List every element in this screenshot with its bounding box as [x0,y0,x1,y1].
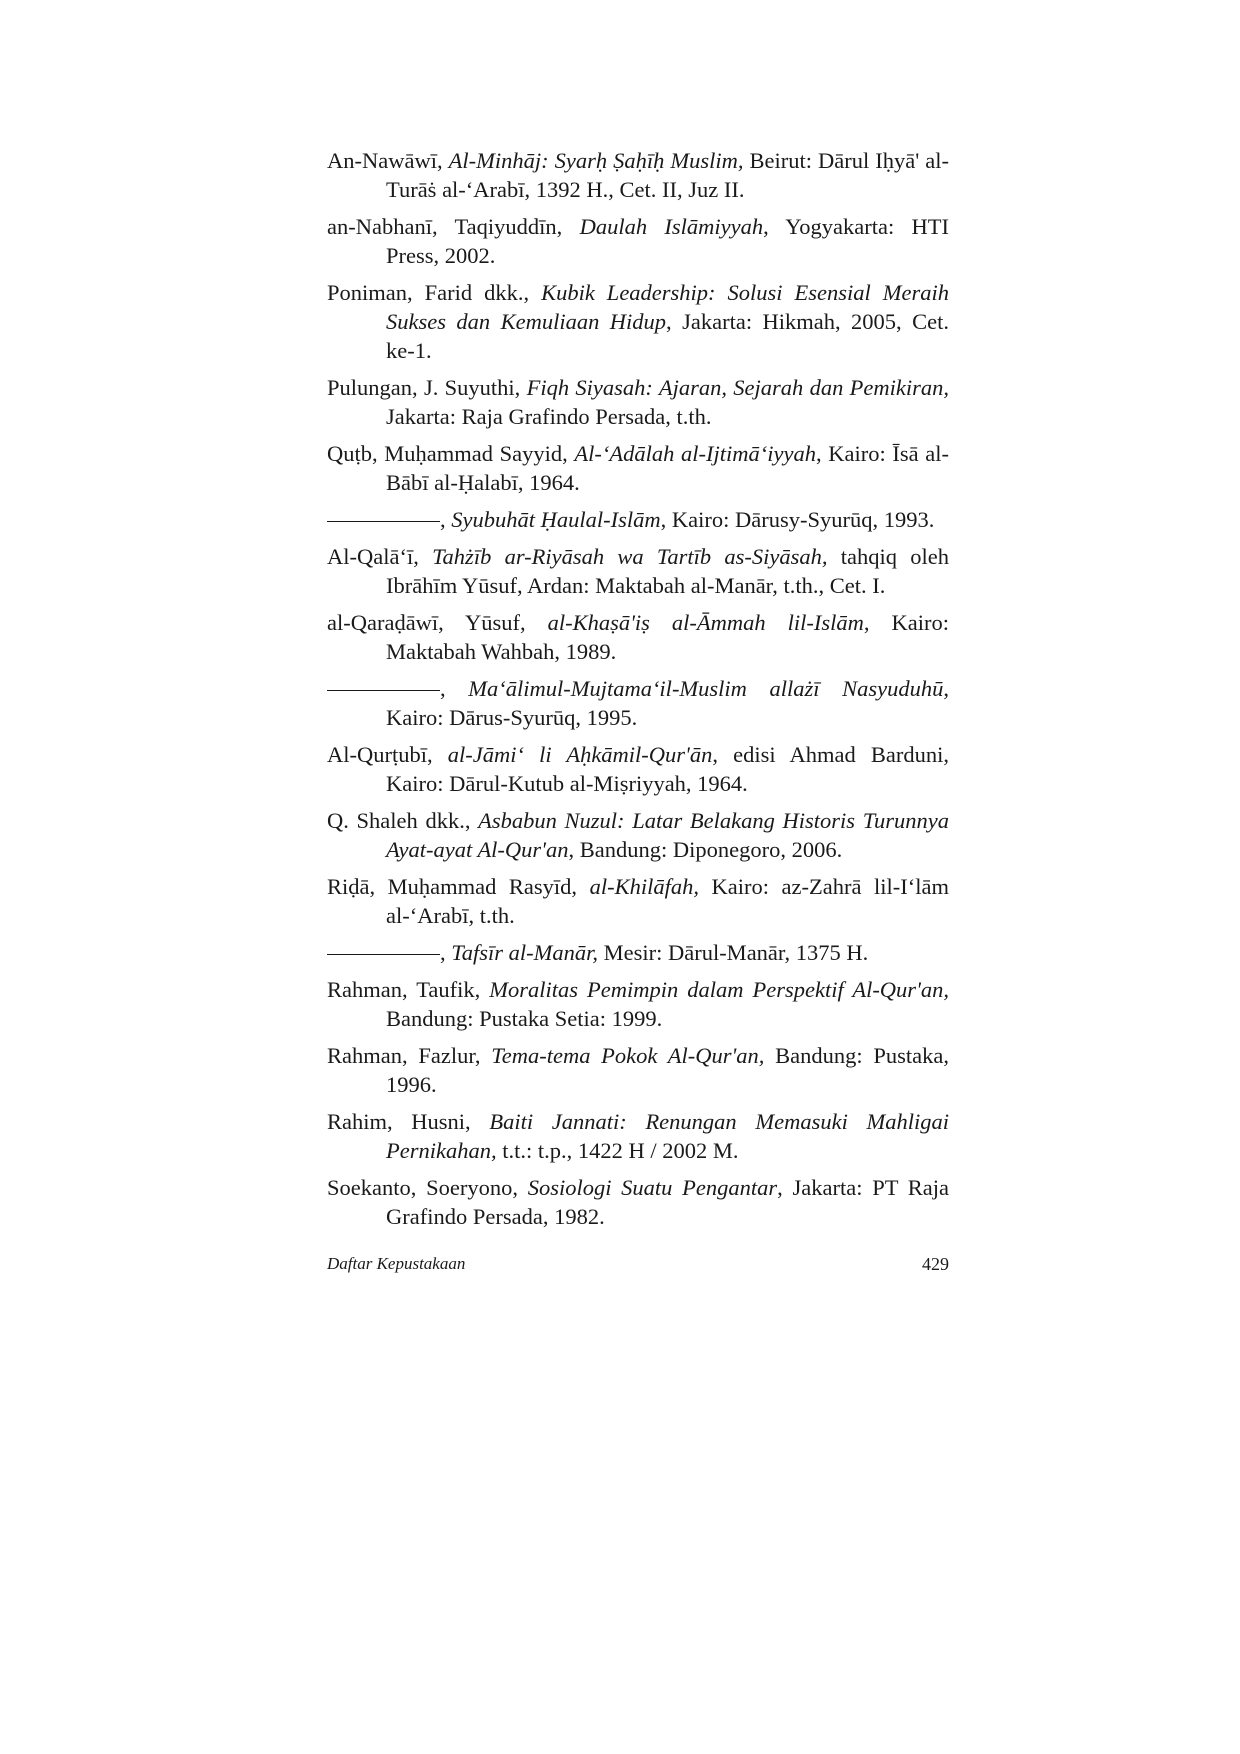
ditto-rule [327,953,440,955]
running-title: Daftar Kepustakaan [327,1254,466,1273]
entry-publication: , Yogyakarta: HTI Press, 2002. [386,214,949,268]
entry-title: Al-Minhāj: Syarḥ Ṣaḥīḥ Muslim, [448,148,744,173]
bibliography-entry [327,373,949,431]
bibliography-entry [327,146,949,204]
entry-publication: t.t.: t.p., 1422 H / 2002 M. [496,1138,739,1163]
bibliography-entry [327,1041,949,1099]
entry-publication: , Kairo: Īsā al-Bābī al-Ḥalabī, 1964. [386,441,949,495]
entry-author: Al-Qalā‘ī, [327,544,433,569]
entry-title: Tahżīb ar-Riyāsah wa Tartīb as-Siyāsah, [432,544,828,569]
entry-title: Kubik Leadership: Solusi Esensial Meraih Sukses dan Kemuliaan Hidup [386,280,949,334]
entry-publication: Bandung: Pustaka, 1996. [386,1043,949,1097]
entry-publication: Beirut: Dārul Iḥyā' al-Turāṡ al-‘Arabī, 1392 H., Cet. II, Juz II. [386,148,949,202]
entry-title: Moralitas Pemimpin dalam Perspektif Al-Qur'an, [489,977,950,1002]
entry-author: , [440,676,469,701]
entry-publication: , Kairo: Maktabah Wahbah, 1989. [386,610,949,664]
bibliography-entry [327,608,949,666]
entry-publication: Kairo: az-Zahrā lil-I‘lām al-‘Arabī, t.th. [386,874,949,928]
entry-title: Asbabun Nuzul: Latar Belakang Historis Turunnya Ayat-ayat Al-Qur'an [386,808,949,862]
entry-author: An-Nawāwī, [327,148,449,173]
entry-publication: , Kairo: Dārusy-Syurūq, 1993. [660,507,935,532]
entry-publication: , Kairo: Dārus-Syurūq, 1995. [386,676,949,730]
entry-title: Sosiologi Suatu Pengantar [527,1175,778,1200]
entry-publication: tahqiq oleh Ibrāhīm Yūsuf, Ardan: Maktabah al-Manār, t.th., Cet. I. [386,544,950,598]
entry-title: Fiqh Siyasah: Ajaran, Sejarah dan Pemikiran, [526,375,949,400]
entry-author: an-Nabhanī, Taqiyuddīn, [327,214,580,239]
entry-title: Ma‘ālimul-Mujtama‘il-Muslim allażī Nasyuduhū [468,676,944,701]
entry-author: Quṭb, Muḥammad Sayyid, [327,441,575,466]
entry-publication: , edisi Ahmad Barduni, Kairo: Dārul-Kutub al-Miṣriyyah, 1964. [386,742,949,796]
bibliography-entry [327,542,949,600]
bibliography-entry [327,938,949,967]
entry-publication: , Jakarta: PT Raja Grafindo Persada, 1982. [386,1175,950,1229]
bibliography-entry [327,278,949,365]
entry-publication: Mesir: Dārul-Manār, 1375 H. [597,940,869,965]
entry-author: Poniman, Farid dkk., [327,280,542,305]
entry-title: Al-‘Adālah al-Ijtimā‘iyyah [574,441,816,466]
entry-publication: , Jakarta: Hikmah, 2005, Cet. ke-1. [386,309,949,363]
entry-author: Q. Shaleh dkk., [327,808,479,833]
entry-publication: Jakarta: Raja Grafindo Persada, t.th. [386,404,712,429]
entry-author: Rahman, Fazlur, [327,1043,492,1068]
bibliography-entry [327,806,949,864]
bibliography-entry [327,872,949,930]
ditto-rule [327,520,440,522]
entry-publication: Bandung: Pustaka Setia: 1999. [386,1006,663,1031]
entry-title: Syubuhāt Ḥaulal-Islām [451,507,661,532]
bibliography-entry [327,1173,949,1231]
bibliography-entry [327,674,949,732]
bibliography-entry [327,975,949,1033]
entry-author: al-Qaraḍāwī, Yūsuf, [327,610,548,635]
entry-publication: , Bandung: Diponegoro, 2006. [568,837,843,862]
entry-title: Baiti Jannati: Renungan Memasuki Mahligai Pernikahan, [386,1109,949,1163]
entry-title: Tema-tema Pokok Al-Qur'an, [491,1043,765,1068]
bibliography-entry [327,212,949,270]
ditto-rule [327,689,440,691]
entry-author: Soekanto, Soeryono, [327,1175,528,1200]
bibliography-list [327,146,949,1239]
entry-title: al-Jāmi‘ li Aḥkāmil-Qur'ān [447,742,713,767]
entry-author: Riḍā, Muḥammad Rasyīd, [327,874,590,899]
bibliography-entry [327,439,949,497]
entry-author: , [440,507,452,532]
entry-title: al-Khilāfah, [589,874,699,899]
bibliography-entry [327,1107,949,1165]
entry-author: , [440,940,452,965]
entry-author: Rahim, Husni, [327,1109,490,1134]
entry-title: Tafsīr al-Manār, [451,940,598,965]
page-number: 429 [922,1254,949,1274]
bibliography-entry [327,505,949,534]
entry-title: Daulah Islāmiyyah [579,214,764,239]
bibliography-entry [327,740,949,798]
entry-author: Pulungan, J. Suyuthi, [327,375,527,400]
entry-author: Al-Qurṭubī, [327,742,448,767]
entry-author: Rahman, Taufik, [327,977,490,1002]
entry-title: al-Khaṣā'iṣ al-Āmmah lil-Islām [547,610,864,635]
